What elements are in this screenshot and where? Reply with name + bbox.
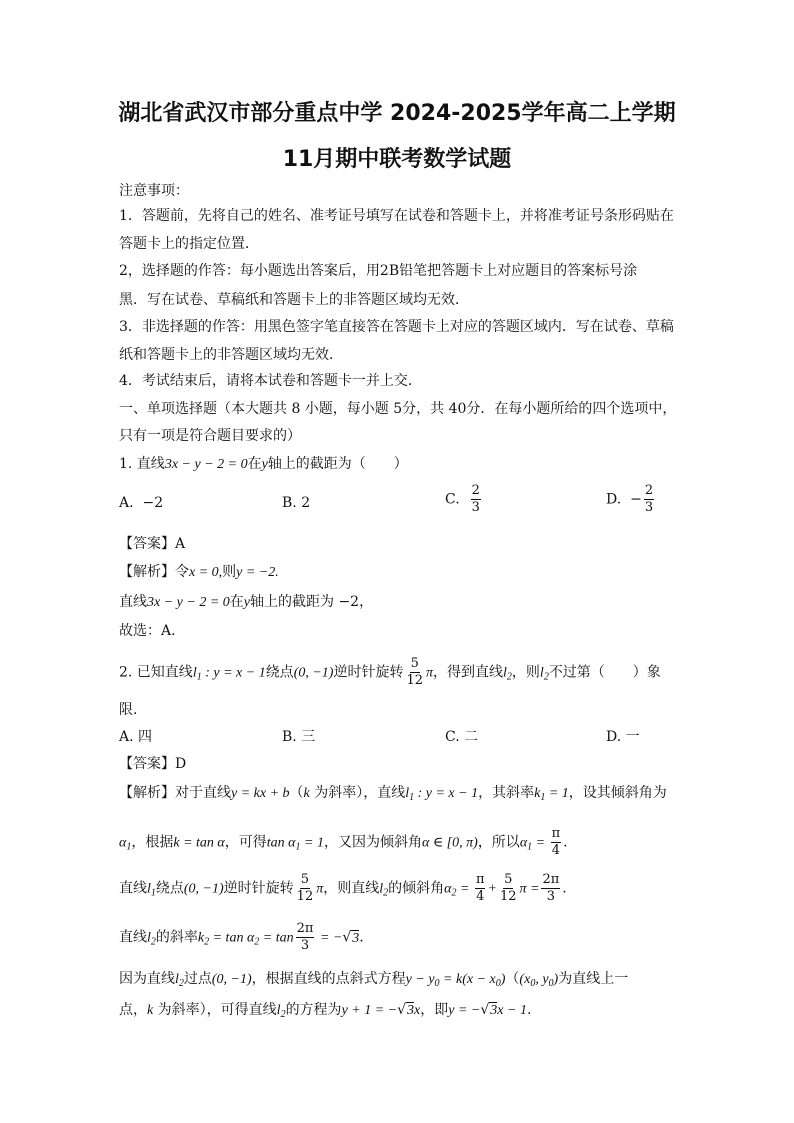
q1-analysis-expr1: x = 0, (189, 565, 223, 580)
q2-a3-t5: 的倾斜角 (388, 880, 445, 897)
q2-a6-end: . (526, 1002, 532, 1018)
q1-option-b-label: B. (282, 495, 297, 511)
q2-option-b: B. 三 (282, 729, 316, 745)
q2-l2: l (503, 665, 507, 681)
q2-a4-k-sub: 2 (204, 936, 210, 948)
q2-a6-t4: ，即 (420, 1002, 449, 1018)
q2-a2-e2: tan α (266, 835, 296, 851)
q2-a2-t4: ，所以 (477, 834, 520, 851)
q2-a6-e1: y + 1 = − (341, 1003, 398, 1018)
q2-a2-fnum: π (551, 826, 561, 841)
q2-a2-fden: 4 (551, 843, 561, 858)
q2-text4: ，则 (511, 664, 540, 681)
q2-a5-e2b: , y (535, 972, 549, 987)
q2-text5: 不过第（ ）象 (548, 664, 661, 681)
q2-a2-alpha: α (119, 835, 127, 851)
q2-a1-k1: k (534, 786, 541, 801)
q1-option-a (119, 495, 163, 511)
notice-item-2a: 2，选择题的作答：每小题选出答案后，用2B铅笔把答题卡上对应题目的答案标号涂 (119, 263, 638, 279)
q2-a2-end: . (563, 834, 568, 851)
q2-point: (0, −1) (293, 665, 334, 681)
q2-a3-pi2: π = (519, 881, 540, 897)
notice-item-1a: 1．答题前，先将自己的姓名、准考证号填写在试卷和答题卡上，并将准考证号条形码贴在 (119, 208, 674, 224)
q2-a4-fnum: 2π (296, 921, 314, 936)
q1-equation: 3x − y − 2 = 0 (164, 457, 248, 472)
q2-angle-fraction (405, 656, 424, 689)
q2-a6-l2: l (276, 1003, 281, 1018)
q2-l2-sub: 2 (506, 671, 512, 683)
q2-a3-l1: l (147, 881, 151, 897)
q2-text2: 逆时针旋转 (333, 664, 404, 681)
q2-a6-sqrt2: 3 (490, 1003, 498, 1018)
q2-option-d: D. 一 (606, 729, 640, 745)
notice-item-1b: 答题卡上的指定位置． (119, 236, 259, 252)
q1-option-c-label: C. (445, 491, 460, 508)
q2-a2-alpha-sub: 1 (126, 841, 132, 853)
q1-analysis-text1: 令 (175, 564, 189, 580)
q2-a2-t3: ，又因为倾斜角 (323, 834, 422, 851)
q2-a3-fraction3 (541, 872, 560, 905)
q2-a5-l2: l (175, 972, 179, 987)
q2-a5-e2-sub: 0 (530, 978, 536, 989)
q2-answer: 【答案】D (119, 756, 187, 772)
q2-a3-fnum: 5 (300, 872, 310, 887)
question-2-stem (119, 656, 661, 689)
q2-a4-t1: 直线 (119, 929, 147, 946)
q2-a5-t2: 过点 (183, 971, 212, 987)
q2-analysis-tag: 【解析】 (119, 785, 175, 801)
q2-a6-x: x (414, 1003, 421, 1018)
q2-a4-t2: 的斜率 (155, 929, 198, 946)
q1-option-c-den: 3 (471, 500, 480, 515)
q2-a3-t4: ，则直线 (323, 880, 380, 897)
q2-a3-plus: + (487, 881, 497, 897)
q2-a2-e2b: = 1 (300, 835, 324, 851)
q2-a2-fraction (551, 826, 562, 859)
q1-l2-mid: 在 (229, 594, 244, 610)
q2-a2-e4b: = (532, 835, 549, 851)
q2-a4-k: k (197, 930, 205, 946)
q2-option-c: C. 二 (445, 729, 479, 745)
notice-heading: 注意事项： (119, 183, 189, 199)
q1-l2-suffix: 轴上的截距为 −2， (250, 594, 374, 610)
q2-a3-fraction2 (499, 872, 518, 905)
q2-a6-l2-sub: 2 (280, 1009, 286, 1020)
q2-a6-sqrt: 3 (407, 1003, 415, 1018)
q2-a2-t1: ，根据 (131, 834, 174, 851)
sqrt-icon: √ (480, 1002, 490, 1018)
q1-suffix: 轴上的截距为（ ） (267, 456, 408, 472)
q2-a4-e2: = tan (259, 930, 294, 946)
q1-answer: 【答案】A (119, 536, 186, 552)
q2-text3: ，得到直线 (433, 664, 504, 681)
q2-a1-t1: 对于直线 (175, 785, 231, 801)
q2-a3-f1den: 4 (476, 889, 485, 904)
notice-item-3b: 纸和答题卡上的非答题区域均无效． (119, 347, 343, 363)
q2-a2-e3: α ∈ [0, π) (421, 835, 478, 851)
q2-a3-eq: = (456, 881, 473, 897)
q2-l1-sub: 1 (196, 671, 202, 683)
q1-axis: y (261, 457, 268, 472)
q1-option-c (445, 483, 483, 516)
q2-analysis-line1 (119, 782, 667, 803)
q2-a4-sqrt: 3 (352, 930, 360, 946)
q2-a3-l1-sub: 1 (150, 887, 156, 899)
q2-prefix: 2. 已知直线 (119, 664, 193, 681)
q2-a4-e1: = tan α (209, 930, 255, 946)
q1-analysis-expr2: y = −2. (236, 565, 279, 580)
q1-option-a-value: −2 (142, 495, 164, 511)
q2-a5-point: (0, −1) (211, 972, 252, 987)
q2-a6-e2: y = − (448, 1003, 481, 1018)
q1-analysis-text2: 则 (222, 564, 237, 580)
q2-option-a: A. 四 (119, 729, 153, 745)
q2-pi: π (426, 665, 434, 681)
q2-a2-t2: ，可得 (224, 834, 267, 851)
q2-a1-t6: = 1 (545, 786, 569, 801)
q1-option-c-fraction (471, 483, 481, 516)
q2-analysis-line2 (119, 826, 568, 859)
q2-a5-e2: (x (519, 972, 531, 987)
q1-option-d-fraction (644, 483, 654, 516)
q2-a3-end: . (562, 880, 567, 897)
q1-l2-axis: y (243, 595, 250, 610)
q2-a5-l2-sub: 2 (178, 978, 184, 989)
document-title-line2: 11月期中联考数学试题 (282, 147, 512, 172)
q2-a6-t1: 点， (119, 1002, 147, 1018)
q1-option-a-label: A. (119, 495, 134, 511)
q1-option-d-label: D. (606, 491, 622, 508)
q2-angle-den: 12 (406, 673, 424, 688)
q2-l2-ref: l (539, 665, 544, 681)
q2-a4-e3: = − (316, 930, 343, 946)
q2-l1: l (192, 665, 197, 681)
sqrt-icon: √ (342, 929, 352, 946)
q2-a1-e1: y = kx + b (231, 786, 290, 801)
q2-analysis-line3 (119, 872, 567, 905)
q2-a3-f1num: π (475, 872, 485, 887)
q2-a3-l2-sub: 2 (383, 887, 389, 899)
q2-l1-equation: : y = x − 1 (201, 665, 266, 681)
q2-a5-t5: 为直线上一 (558, 971, 629, 987)
q2-l2-ref-sub: 2 (543, 671, 549, 683)
q1-option-d-sign: − (630, 491, 642, 508)
q1-analysis-line2 (119, 591, 373, 611)
q2-a4-l2: l (147, 930, 151, 946)
q2-a3-l2: l (379, 881, 384, 897)
q2-a4-fraction (296, 921, 315, 954)
q1-option-d (606, 483, 656, 516)
q2-analysis-line4 (119, 921, 364, 954)
q2-analysis-line5 (119, 968, 628, 989)
q1-option-d-den: 3 (644, 500, 654, 515)
q2-a3-fraction (296, 872, 315, 905)
q2-a1-t5: ，其斜率 (478, 785, 535, 801)
q1-option-d-num: 2 (644, 483, 654, 498)
notice-item-4: 4．考试结束后，请将本试卷和答题卡一并上交． (119, 373, 422, 389)
q2-a3-t1: 直线 (119, 880, 147, 897)
q2-a5-e2c: ) (553, 972, 559, 987)
q2-a2-e2-sub: 1 (295, 841, 301, 853)
section-heading-line1: 一、单项选择题（本大题共 8 小题，每小题 5分，共 40分．在每小题所给的四个选项中， (119, 401, 677, 417)
q2-a3-t2: 绕点 (155, 880, 184, 897)
q2-a3-f3num: 2π (542, 872, 560, 887)
q2-a3-f3den: 3 (546, 889, 555, 904)
notice-item-3a: 3．非选择题的作答：用黑色签字笔直接答在答题卡上对应的答题区域内．写在试卷、草稿 (119, 319, 674, 335)
q2-a2-e1: k = tan α (173, 835, 225, 851)
q2-a1-l1: l (405, 786, 410, 801)
q2-a3-fden: 12 (296, 889, 314, 904)
q2-angle-num: 5 (410, 656, 419, 671)
q2-a1-t2: （ (289, 785, 304, 801)
q2-a3-pi: π (316, 881, 324, 897)
section-heading-line2: 只有一项是符合题目要求的） (119, 428, 301, 444)
q2-a1-l1-sub: 1 (409, 792, 415, 803)
q2-a1-k1-sub: 1 (540, 792, 546, 803)
q1-l2-prefix: 直线 (119, 594, 147, 610)
q1-l2-equation: 3x − y − 2 = 0 (147, 595, 230, 610)
q2-a5-e1b-sub: 0 (495, 978, 501, 989)
q2-a4-end: . (359, 929, 364, 946)
q2-stem-cont: 限. (119, 702, 138, 718)
q2-a5-e1: y − y (405, 972, 435, 987)
q2-a5-t4: （ (505, 971, 520, 987)
q2-a6-e3: x − 1 (497, 1003, 527, 1018)
q1-conclusion: 故选：A. (119, 623, 176, 639)
question-1-stem (119, 453, 408, 473)
q2-a3-f2num: 5 (504, 872, 513, 887)
q1-prefix: 1. 直线 (119, 456, 165, 472)
q2-a6-k: k (147, 1003, 154, 1018)
q2-a5-e2b-sub: 0 (548, 978, 554, 989)
q2-a3-t3: 逆时针旋转 (223, 880, 294, 897)
q2-a5-e1-sub: 0 (434, 978, 440, 989)
sqrt-icon: √ (397, 1002, 407, 1018)
q2-a1-t4: : y = x − 1 (414, 786, 479, 801)
q2-a5-t3: ，根据直线的点斜式方程 (251, 971, 406, 987)
q2-analysis-line6 (119, 999, 531, 1020)
q2-a5-e1b: = k(x − x (439, 972, 496, 987)
document-title-line1: 湖北省武汉市部分重点中学 2024-2025学年高二上学期 (118, 101, 676, 126)
q2-a4-l2-sub: 2 (150, 936, 156, 948)
q2-text1: 绕点 (265, 664, 294, 681)
q1-analysis (119, 561, 279, 581)
q2-a3-f2den: 12 (499, 889, 517, 904)
q2-a3-alpha-sub: 2 (451, 887, 457, 899)
q1-option-c-num: 2 (471, 483, 480, 498)
q2-a4-e1-sub: 2 (254, 936, 260, 948)
q1-analysis-tag: 【解析】 (119, 564, 175, 580)
q1-mid: 在 (247, 456, 262, 472)
q2-a2-e4-sub: 1 (527, 841, 533, 853)
q2-a1-t3: 为斜率），直线 (309, 785, 406, 801)
q2-a5-t1: 因为直线 (119, 971, 175, 987)
q1-option-b-value: 2 (301, 495, 311, 511)
q2-a6-t2: 为斜率），可得直线 (153, 1002, 277, 1018)
q2-a3-point: (0, −1) (183, 881, 224, 897)
q2-a5-e1c: ) (500, 972, 506, 987)
q2-a3-fraction1 (475, 872, 486, 905)
q2-a3-alpha: α (444, 881, 452, 897)
notice-item-2b: 黑．写在试卷、草稿纸和答题卡上的非答题区域均无效． (119, 292, 469, 308)
q1-option-b (282, 495, 310, 511)
q2-a6-t3: 的方程为 (285, 1002, 342, 1018)
q2-a2-e4: α (519, 835, 528, 851)
q2-a1-k: k (303, 786, 310, 801)
q2-a4-fden: 3 (300, 938, 310, 953)
q2-a1-t7: ，设其倾斜角为 (568, 785, 667, 801)
